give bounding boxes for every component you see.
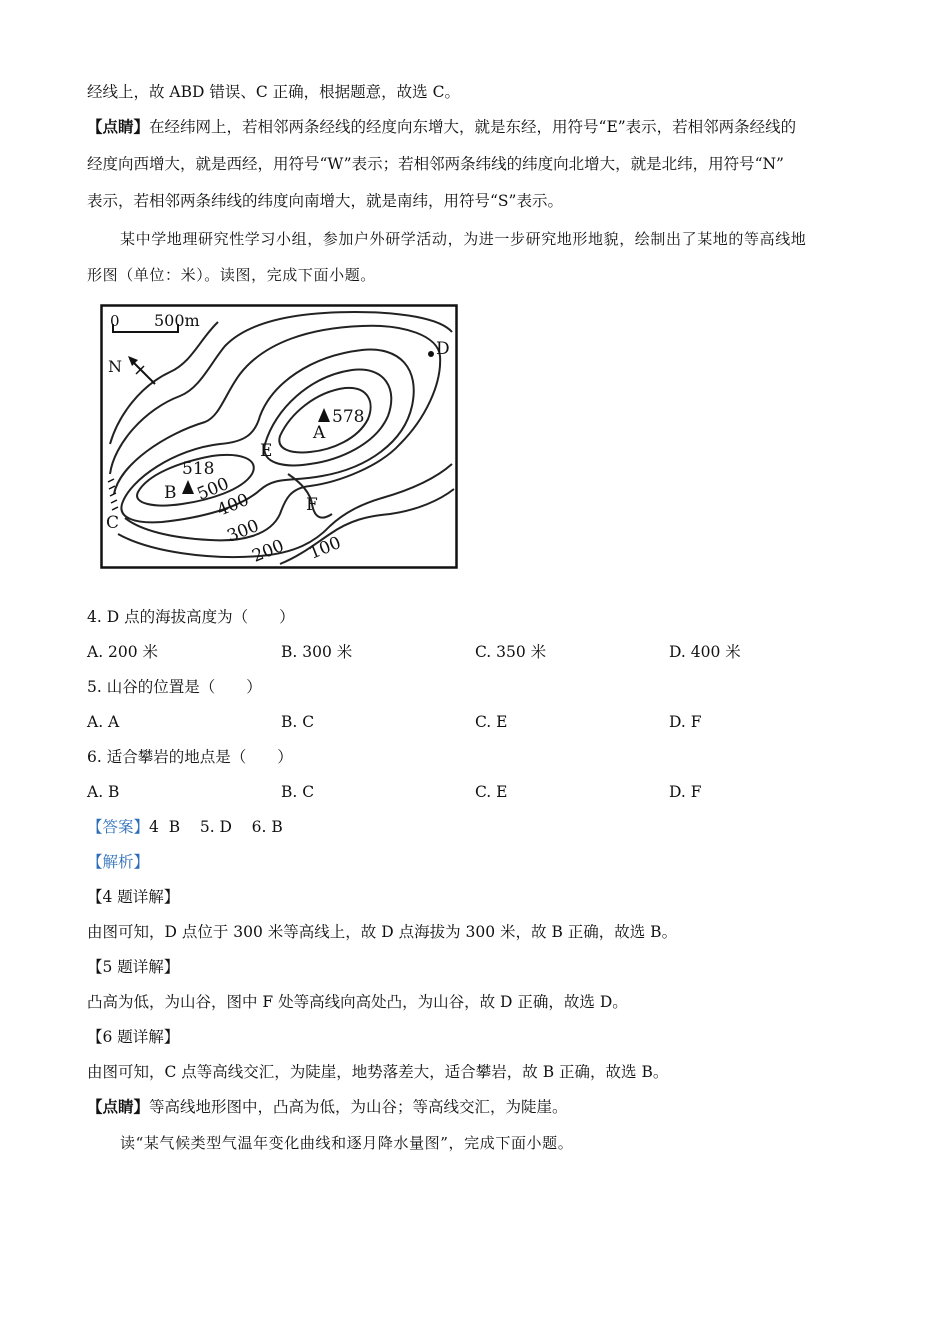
- next-intro: 读“某气候类型气温年变化曲线和逐月降水量图”，完成下面小题。: [120, 1134, 574, 1152]
- detail-4-text: 由图可知，D 点位于 300 米等高线上，故 D 点海拔为 300 米，故 B 正确，故选 B。: [87, 923, 678, 941]
- question-6: 6. 适合攀岩的地点是（ ）: [87, 748, 293, 766]
- answer-line: [87, 817, 283, 837]
- detail-6-text: 由图可知，C 点等高线交汇，为陡崖，地势落差大，适合攀岩，故 B 正确，故选 B。: [87, 1063, 669, 1081]
- contour-label-400: 400: [214, 489, 252, 521]
- q5-option-d: D. F: [669, 713, 702, 731]
- contour-label-500: 500: [194, 473, 232, 505]
- answer-tag: 【答案】: [87, 818, 150, 836]
- scale-distance: 500m: [154, 311, 200, 330]
- q4-option-c: C. 350 米: [475, 643, 547, 661]
- answer-text: 4 B 5. D 6. B: [149, 818, 283, 836]
- tip-tag: 【点睛】: [87, 117, 150, 136]
- detail-4-title: 【4 题详解】: [87, 888, 180, 906]
- contour-map-svg: [100, 304, 458, 569]
- scale-zero: 0: [110, 312, 120, 330]
- point-b-label: B: [164, 483, 177, 503]
- contour-label-200: 200: [249, 535, 287, 567]
- q6-option-b: B. C: [281, 783, 315, 801]
- point-e-label: E: [260, 441, 273, 461]
- text-line: 经线上，故 ABD 错误、C 正确，根据题意，故选 C。: [87, 83, 460, 101]
- point-a-label: A: [313, 423, 326, 443]
- text-line: 表示，若相邻两条纬线的纬度向南增大，就是南纬，用符号“S”表示。: [87, 192, 563, 210]
- detail-5-title: 【5 题详解】: [87, 958, 180, 976]
- q5-option-c: C. E: [475, 713, 508, 731]
- tip-text: 等高线地形图中，凸高为低，为山谷；等高线交汇，为陡崖。: [149, 1098, 568, 1116]
- tip-paragraph: [87, 117, 796, 137]
- point-a-elevation: 578: [332, 407, 365, 427]
- north-label: N: [108, 357, 122, 376]
- detail-5-text: 凸高为低，为山谷，图中 F 处等高线向高处凸，为山谷，故 D 正确，故选 D。: [87, 993, 628, 1011]
- q6-option-c: C. E: [475, 783, 508, 801]
- q6-option-d: D. F: [669, 783, 702, 801]
- detail-6-title: 【6 题详解】: [87, 1028, 180, 1046]
- q4-option-d: D. 400 米: [669, 643, 741, 661]
- q6-option-a: A. B: [87, 783, 120, 801]
- point-d-marker: [428, 351, 434, 357]
- tip-text: 在经纬网上，若相邻两条经线的经度向东增大，就是东经，用符号“E”表示，若相邻两条经线的: [149, 118, 797, 136]
- q5-option-b: B. C: [281, 713, 315, 731]
- contour-label-100: 100: [306, 532, 344, 564]
- point-f-label: F: [306, 495, 318, 515]
- question-5: 5. 山谷的位置是（ ）: [87, 678, 262, 696]
- q4-option-b: B. 300 米: [281, 643, 353, 661]
- question-4: 4. D 点的海拔高度为（ ）: [87, 608, 295, 626]
- intro-line: 某中学地理研究性学习小组，参加户外研学活动，为进一步研究地形地貌，绘制出了某地的等高线地: [120, 230, 807, 248]
- tip-tag: 【点睛】: [87, 1097, 150, 1116]
- contour-map: [100, 304, 458, 569]
- point-b-elevation: 518: [182, 459, 215, 479]
- point-d-label: D: [436, 339, 450, 359]
- tip-2: [87, 1097, 568, 1117]
- text-line: 经度向西增大，就是西经，用符号“W”表示；若相邻两条纬线的纬度向北增大，就是北纬，用符号“N”: [87, 155, 784, 173]
- contour-label-300: 300: [224, 515, 262, 547]
- q4-option-a: A. 200 米: [87, 643, 159, 661]
- intro-line: 形图（单位：米）。读图，完成下面小题。: [87, 266, 376, 284]
- q5-option-a: A. A: [87, 713, 120, 731]
- analysis-tag: 【解析】: [87, 853, 150, 871]
- point-c-label: C: [106, 513, 120, 533]
